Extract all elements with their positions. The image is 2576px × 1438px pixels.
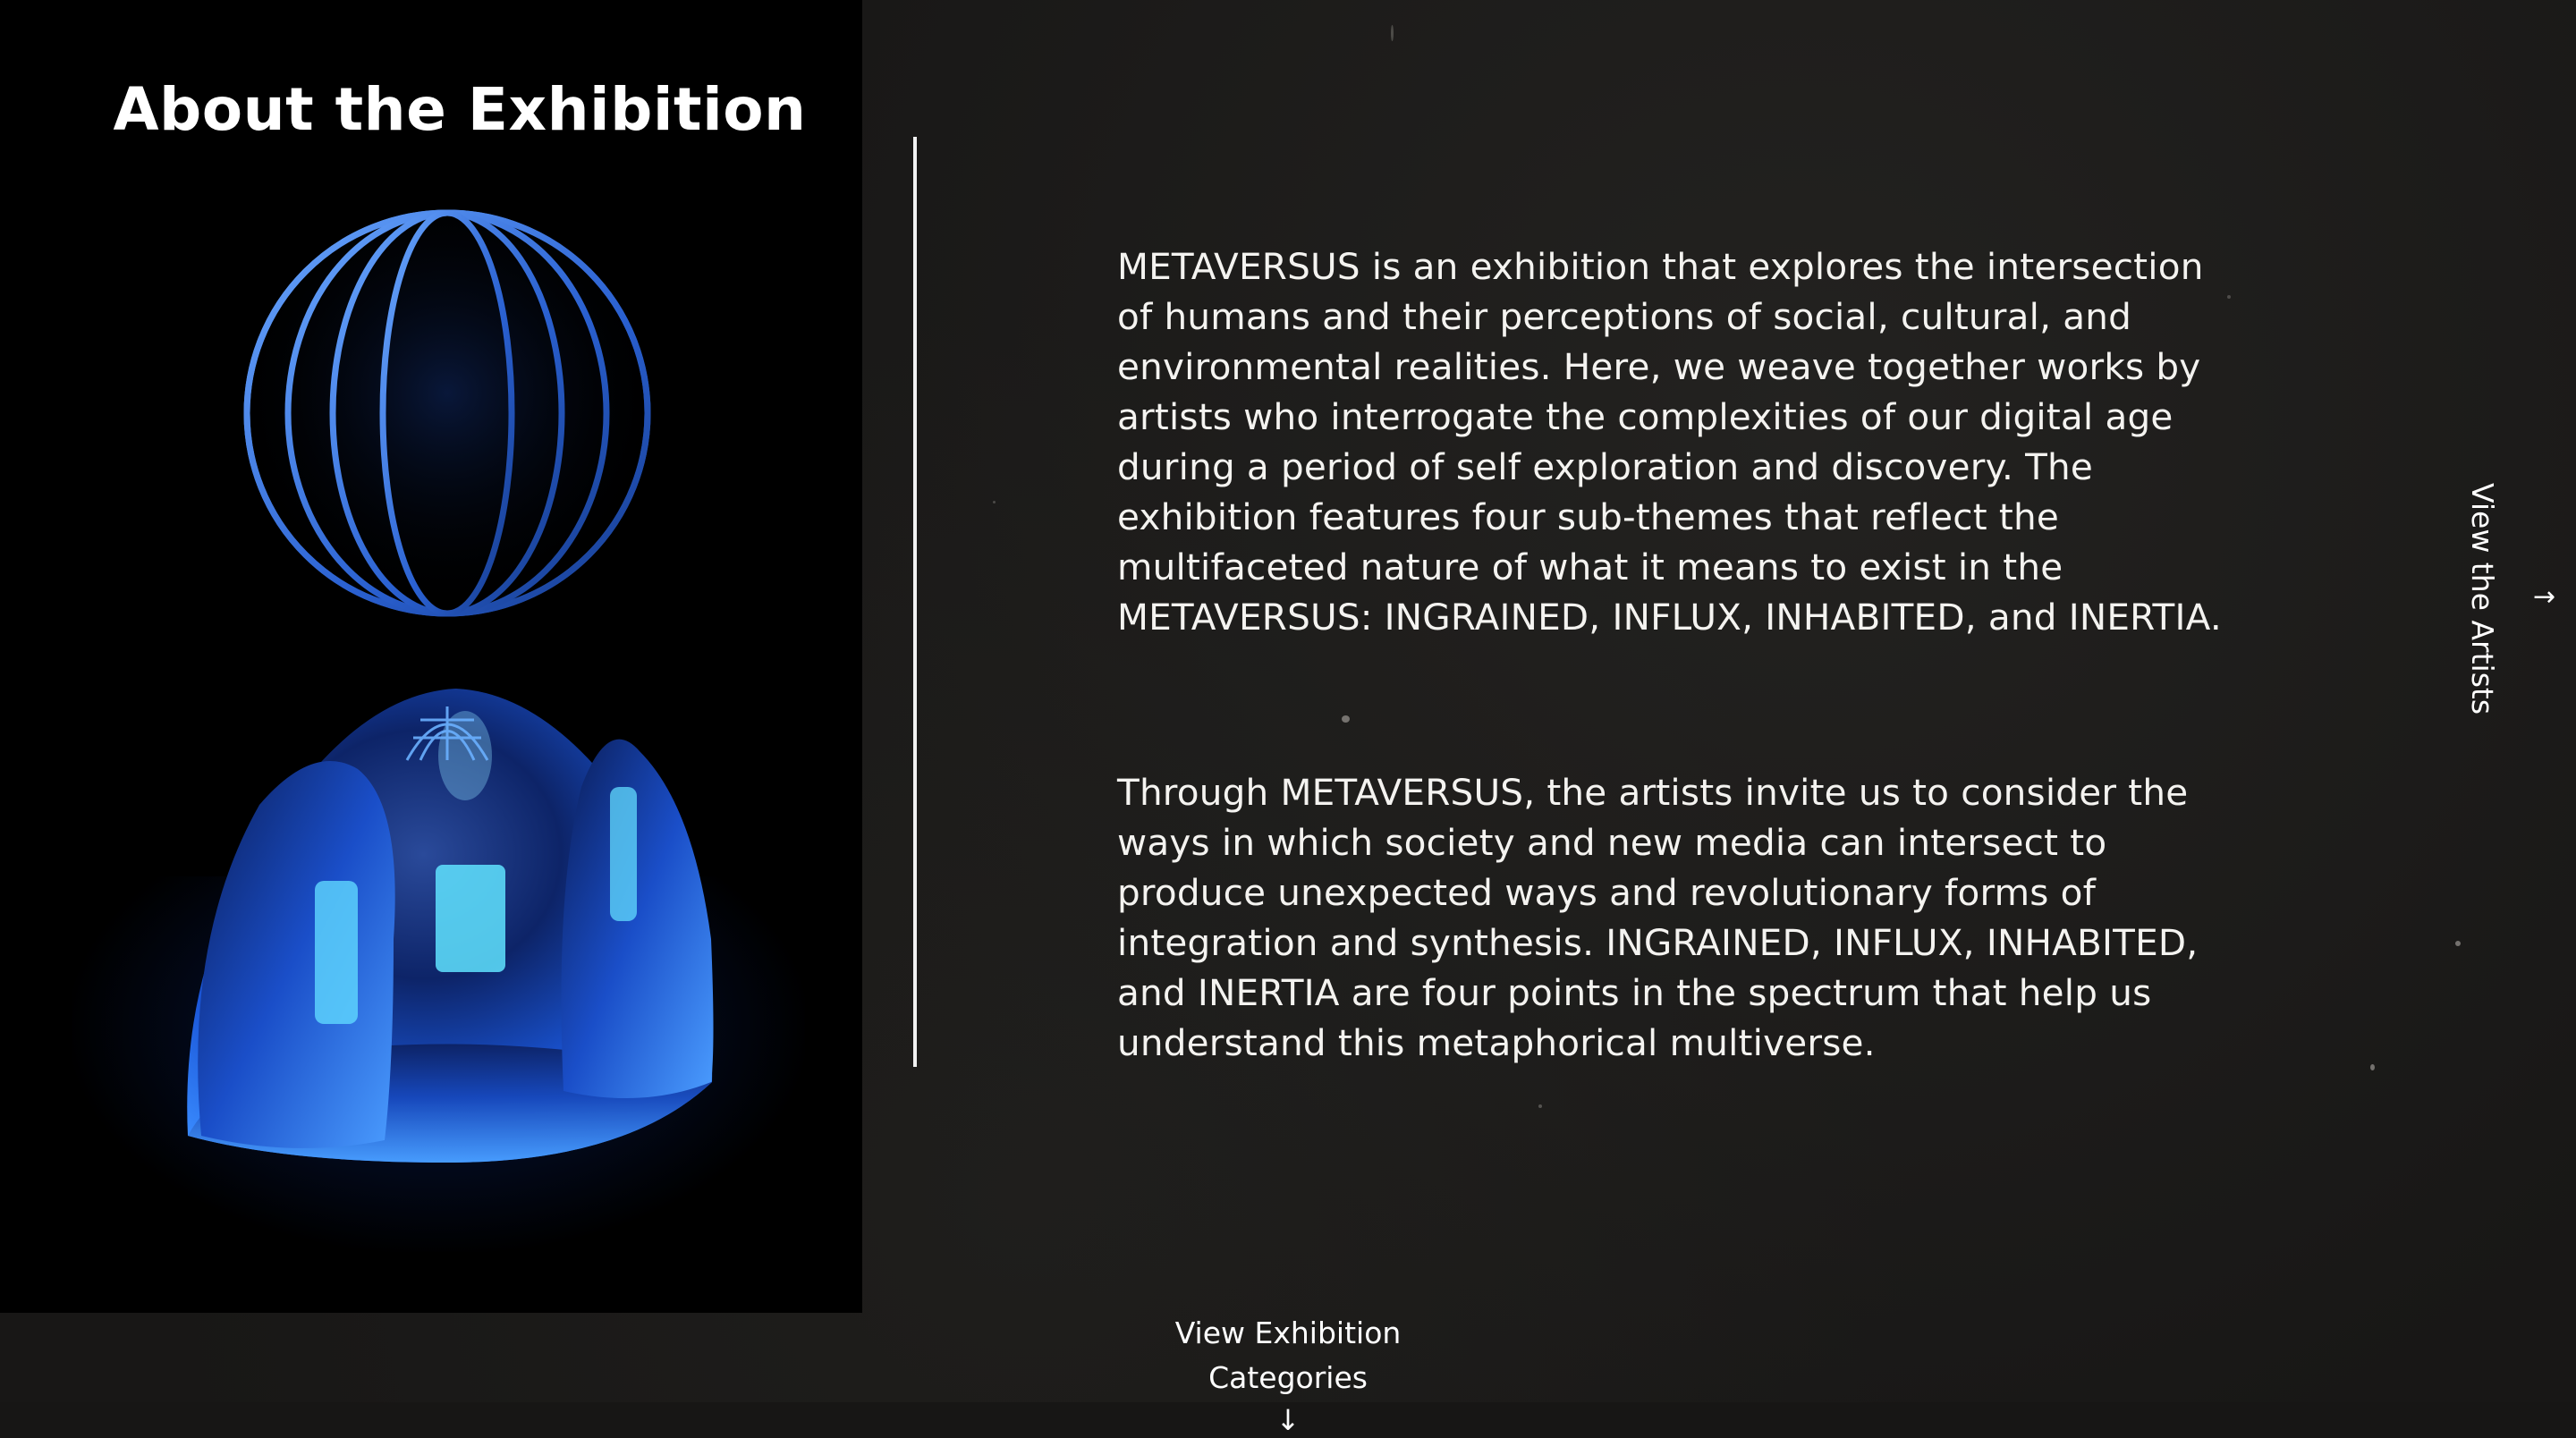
arrow-down-icon[interactable]: ↓	[1275, 1403, 1301, 1437]
dust-speck	[2227, 295, 2231, 299]
dust-speck	[2370, 1064, 2375, 1070]
exhibition-artwork-illustration	[0, 0, 862, 1313]
exhibition-description-paragraph: METAVERSUS is an exhibition that explores the intersection of humans and their perceptions of social, cultural, and environmental realities. Here, we weave together works by artists who interrogate the complexities of our digital age during a period of self exploration and discovery. The exhibition features four sub-themes that reflect the multifaceted nature of what it means to exist in the METAVERSUS: INGRAINED, INFLUX, INHABITED, and INERTIA.	[1117, 245, 2222, 639]
artwork-panel	[0, 0, 862, 1313]
dust-speck	[1391, 25, 1394, 41]
view-artists-label: View the Artists	[2465, 483, 2500, 715]
view-exhibition-categories-link[interactable]	[1091, 1311, 1485, 1438]
dust-speck	[2455, 941, 2461, 946]
blob-sculpture	[187, 689, 713, 1163]
dust-speck	[1342, 715, 1350, 723]
view-artists-link[interactable]	[2433, 483, 2556, 715]
arrow-right-icon[interactable]: →	[2533, 581, 2556, 613]
vertical-divider	[913, 137, 917, 1067]
page-title: About the Exhibition	[113, 75, 807, 144]
view-exhibition-categories-label: View Exhibition Categories	[1174, 1315, 1402, 1395]
wireframe-sphere	[247, 213, 648, 613]
exhibition-themes-paragraph: Through METAVERSUS, the artists invite us to consider the ways in which society and new media can intersect to produce unexpected ways and revolutionary forms of integration and synthesis. INGRAINED, INFLUX, INHABITED, and INERTIA are four points in the spectrum that help us understand this metaphorical multiverse.	[1117, 771, 2199, 1064]
dust-speck	[1538, 1104, 1542, 1108]
dust-speck	[993, 501, 996, 503]
